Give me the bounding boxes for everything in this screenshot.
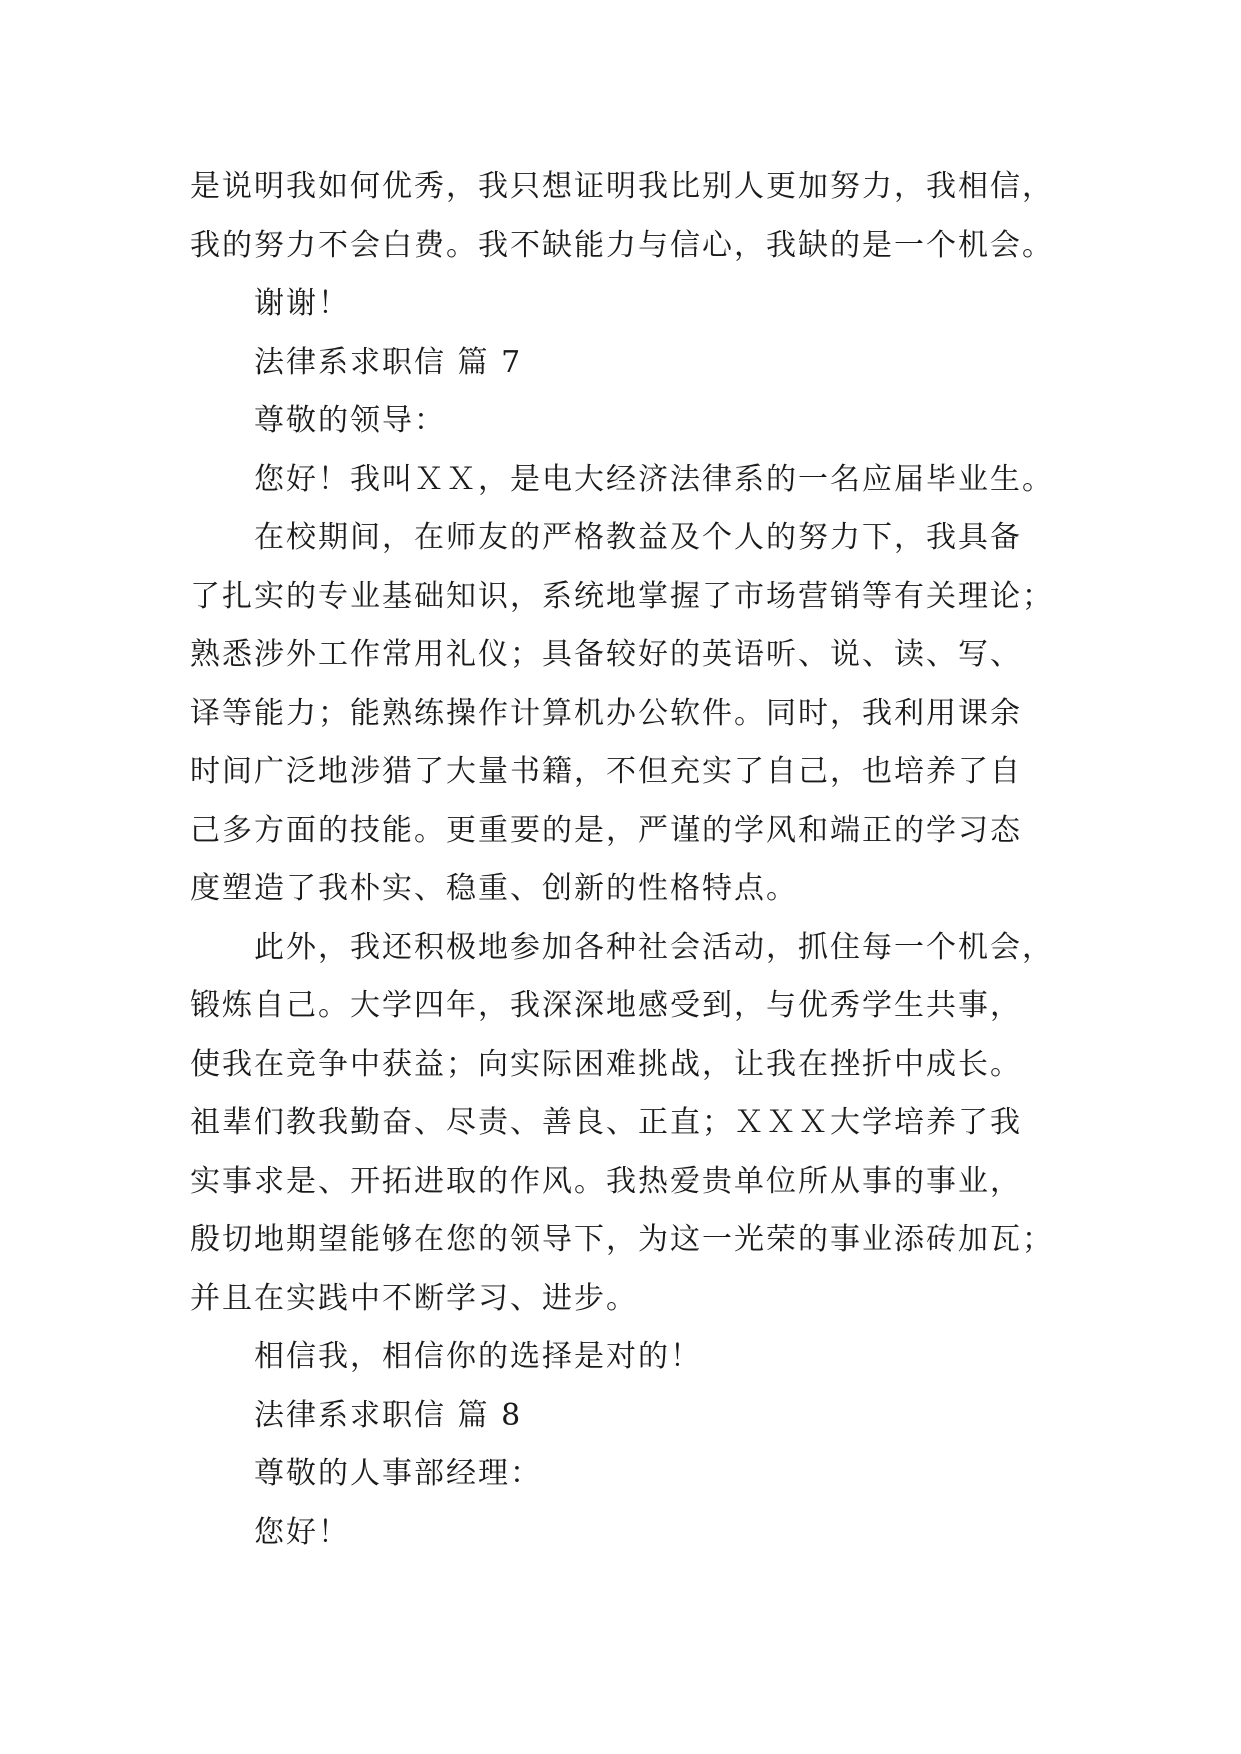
closing-thanks: 谢谢！ <box>254 286 350 321</box>
text-line: 度塑造了我朴实、稳重、创新的性格特点。 <box>190 871 798 906</box>
paragraph-start: 您好！我叫ＸＸ，是电大经济法律系的一名应届毕业生。 <box>254 461 1054 497</box>
text-line: 殷切地期望能够在您的领导下，为这一光荣的事业添砖加瓦； <box>190 1222 1054 1257</box>
salutation: 尊敬的领导： <box>254 403 446 438</box>
text-line: 时间广泛地涉猎了大量书籍，不但充实了自己，也培养了自 <box>190 754 1022 789</box>
paragraph-start: 相信我，相信你的选择是对的！ <box>254 1339 702 1374</box>
text-line: 译等能力；能熟练操作计算机办公软件。同时，我利用课余 <box>190 695 1022 731</box>
document-body <box>190 158 1070 1562</box>
section-heading: 法律系求职信 篇 7 <box>254 344 523 380</box>
paragraph-start: 此外，我还积极地参加各种社会活动，抓住每一个机会， <box>254 929 1054 965</box>
text-line: 我的努力不会白费。我不缺能力与信心，我缺的是一个机会。 <box>190 227 1054 263</box>
text-line: 使我在竞争中获益；向实际困难挑战，让我在挫折中成长。 <box>190 1046 1022 1082</box>
text-line: 并且在实践中不断学习、进步。 <box>190 1280 638 1316</box>
paragraph-start: 在校期间，在师友的严格教益及个人的努力下，我具备 <box>254 520 1022 555</box>
text-line: 熟悉涉外工作常用礼仪；具备较好的英语听、说、读、写、 <box>190 637 1022 672</box>
text-line: 了扎实的专业基础知识，系统地掌握了市场营销等有关理论； <box>190 578 1054 614</box>
text-line: 己多方面的技能。更重要的是，严谨的学风和端正的学习态 <box>190 812 1022 848</box>
salutation: 尊敬的人事部经理： <box>254 1456 542 1491</box>
text-line: 是说明我如何优秀，我只想证明我比别人更加努力，我相信， <box>190 169 1054 204</box>
text-line: 锻炼自己。大学四年，我深深地感受到，与优秀学生共事， <box>190 988 1022 1023</box>
text-line: 实事求是、开拓进取的作风。我热爱贵单位所从事的事业， <box>190 1163 1022 1199</box>
text-line: 祖辈们教我勤奋、尽责、善良、正直；ＸＸＸ大学培养了我 <box>190 1105 1022 1140</box>
section-heading: 法律系求职信 篇 8 <box>254 1397 523 1433</box>
greeting: 您好！ <box>254 1514 350 1550</box>
